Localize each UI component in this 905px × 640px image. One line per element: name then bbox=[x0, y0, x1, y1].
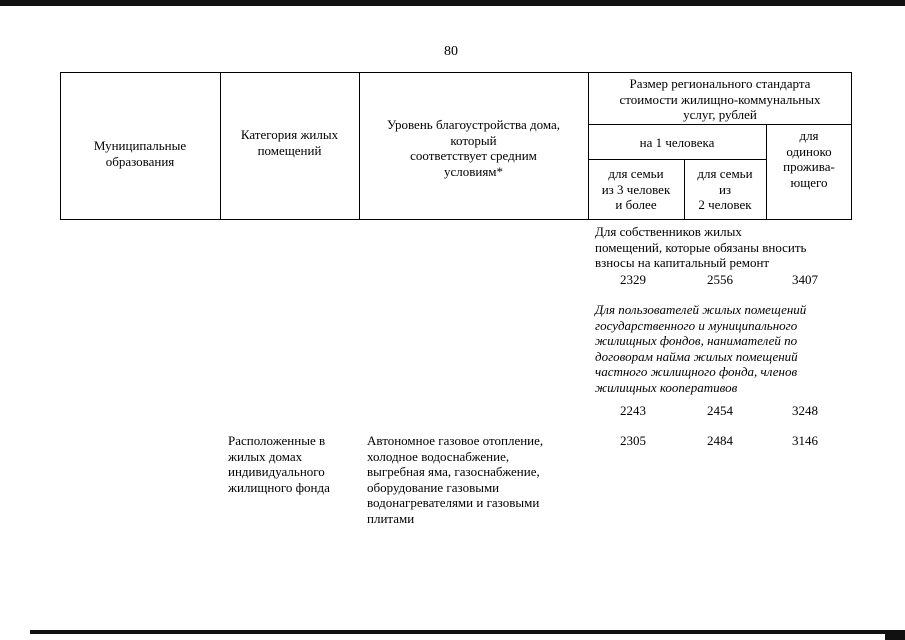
header-standard: Размер регионального стандарта стоимости жилищно-коммунальных услуг, рублей bbox=[619, 76, 821, 122]
header-family3: для семьи из 3 человек и более bbox=[601, 166, 671, 212]
owners-family3-value: 2329 bbox=[620, 272, 646, 287]
header-level: Уровень благоустройства дома, который соответствует средним условиям* bbox=[386, 117, 561, 179]
row-family3-value: 2305 bbox=[620, 433, 646, 448]
scan-top-border bbox=[0, 0, 905, 6]
owners-single-value: 3407 bbox=[792, 272, 818, 287]
users-family3-value: 2243 bbox=[620, 403, 646, 418]
users-family2-value: 2454 bbox=[707, 403, 733, 418]
header-category: Категория жилых помещений bbox=[240, 127, 339, 158]
scan-corner-mark bbox=[885, 634, 905, 640]
header-family2: для семьи из 2 человек bbox=[697, 166, 753, 212]
header-municipal: Муниципальные образования bbox=[93, 138, 187, 169]
row-divider bbox=[588, 159, 766, 160]
scan-bottom-border bbox=[30, 630, 905, 634]
row-divider bbox=[588, 124, 852, 125]
page-number: 80 bbox=[444, 44, 458, 59]
header-per-person: на 1 человека bbox=[639, 135, 715, 150]
row-level: Автономное газовое отопление, холодное водоснабжение, выгребная яма, газоснабжение, оборудование газовыми водонагревателями и газовыми плитами bbox=[367, 433, 544, 526]
row-single-value: 3146 bbox=[792, 433, 818, 448]
header-single: для одиноко прожива- ющего bbox=[783, 128, 835, 190]
section-users-title: Для пользователей жилых помещений государственного и муниципального жилищных фондов, нанимателей по договорам найма жилых помещений частного жилищного фонда, членов жилищных кооперативов bbox=[595, 302, 807, 395]
section-owners-title: Для собственников жилых помещений, которые обязаны вносить взносы на капитальный ремонт bbox=[595, 224, 807, 270]
row-family2-value: 2484 bbox=[707, 433, 733, 448]
users-single-value: 3248 bbox=[792, 403, 818, 418]
row-category: Расположенные в жилых домах индивидуального жилищного фонда bbox=[228, 433, 330, 495]
owners-family2-value: 2556 bbox=[707, 272, 733, 287]
